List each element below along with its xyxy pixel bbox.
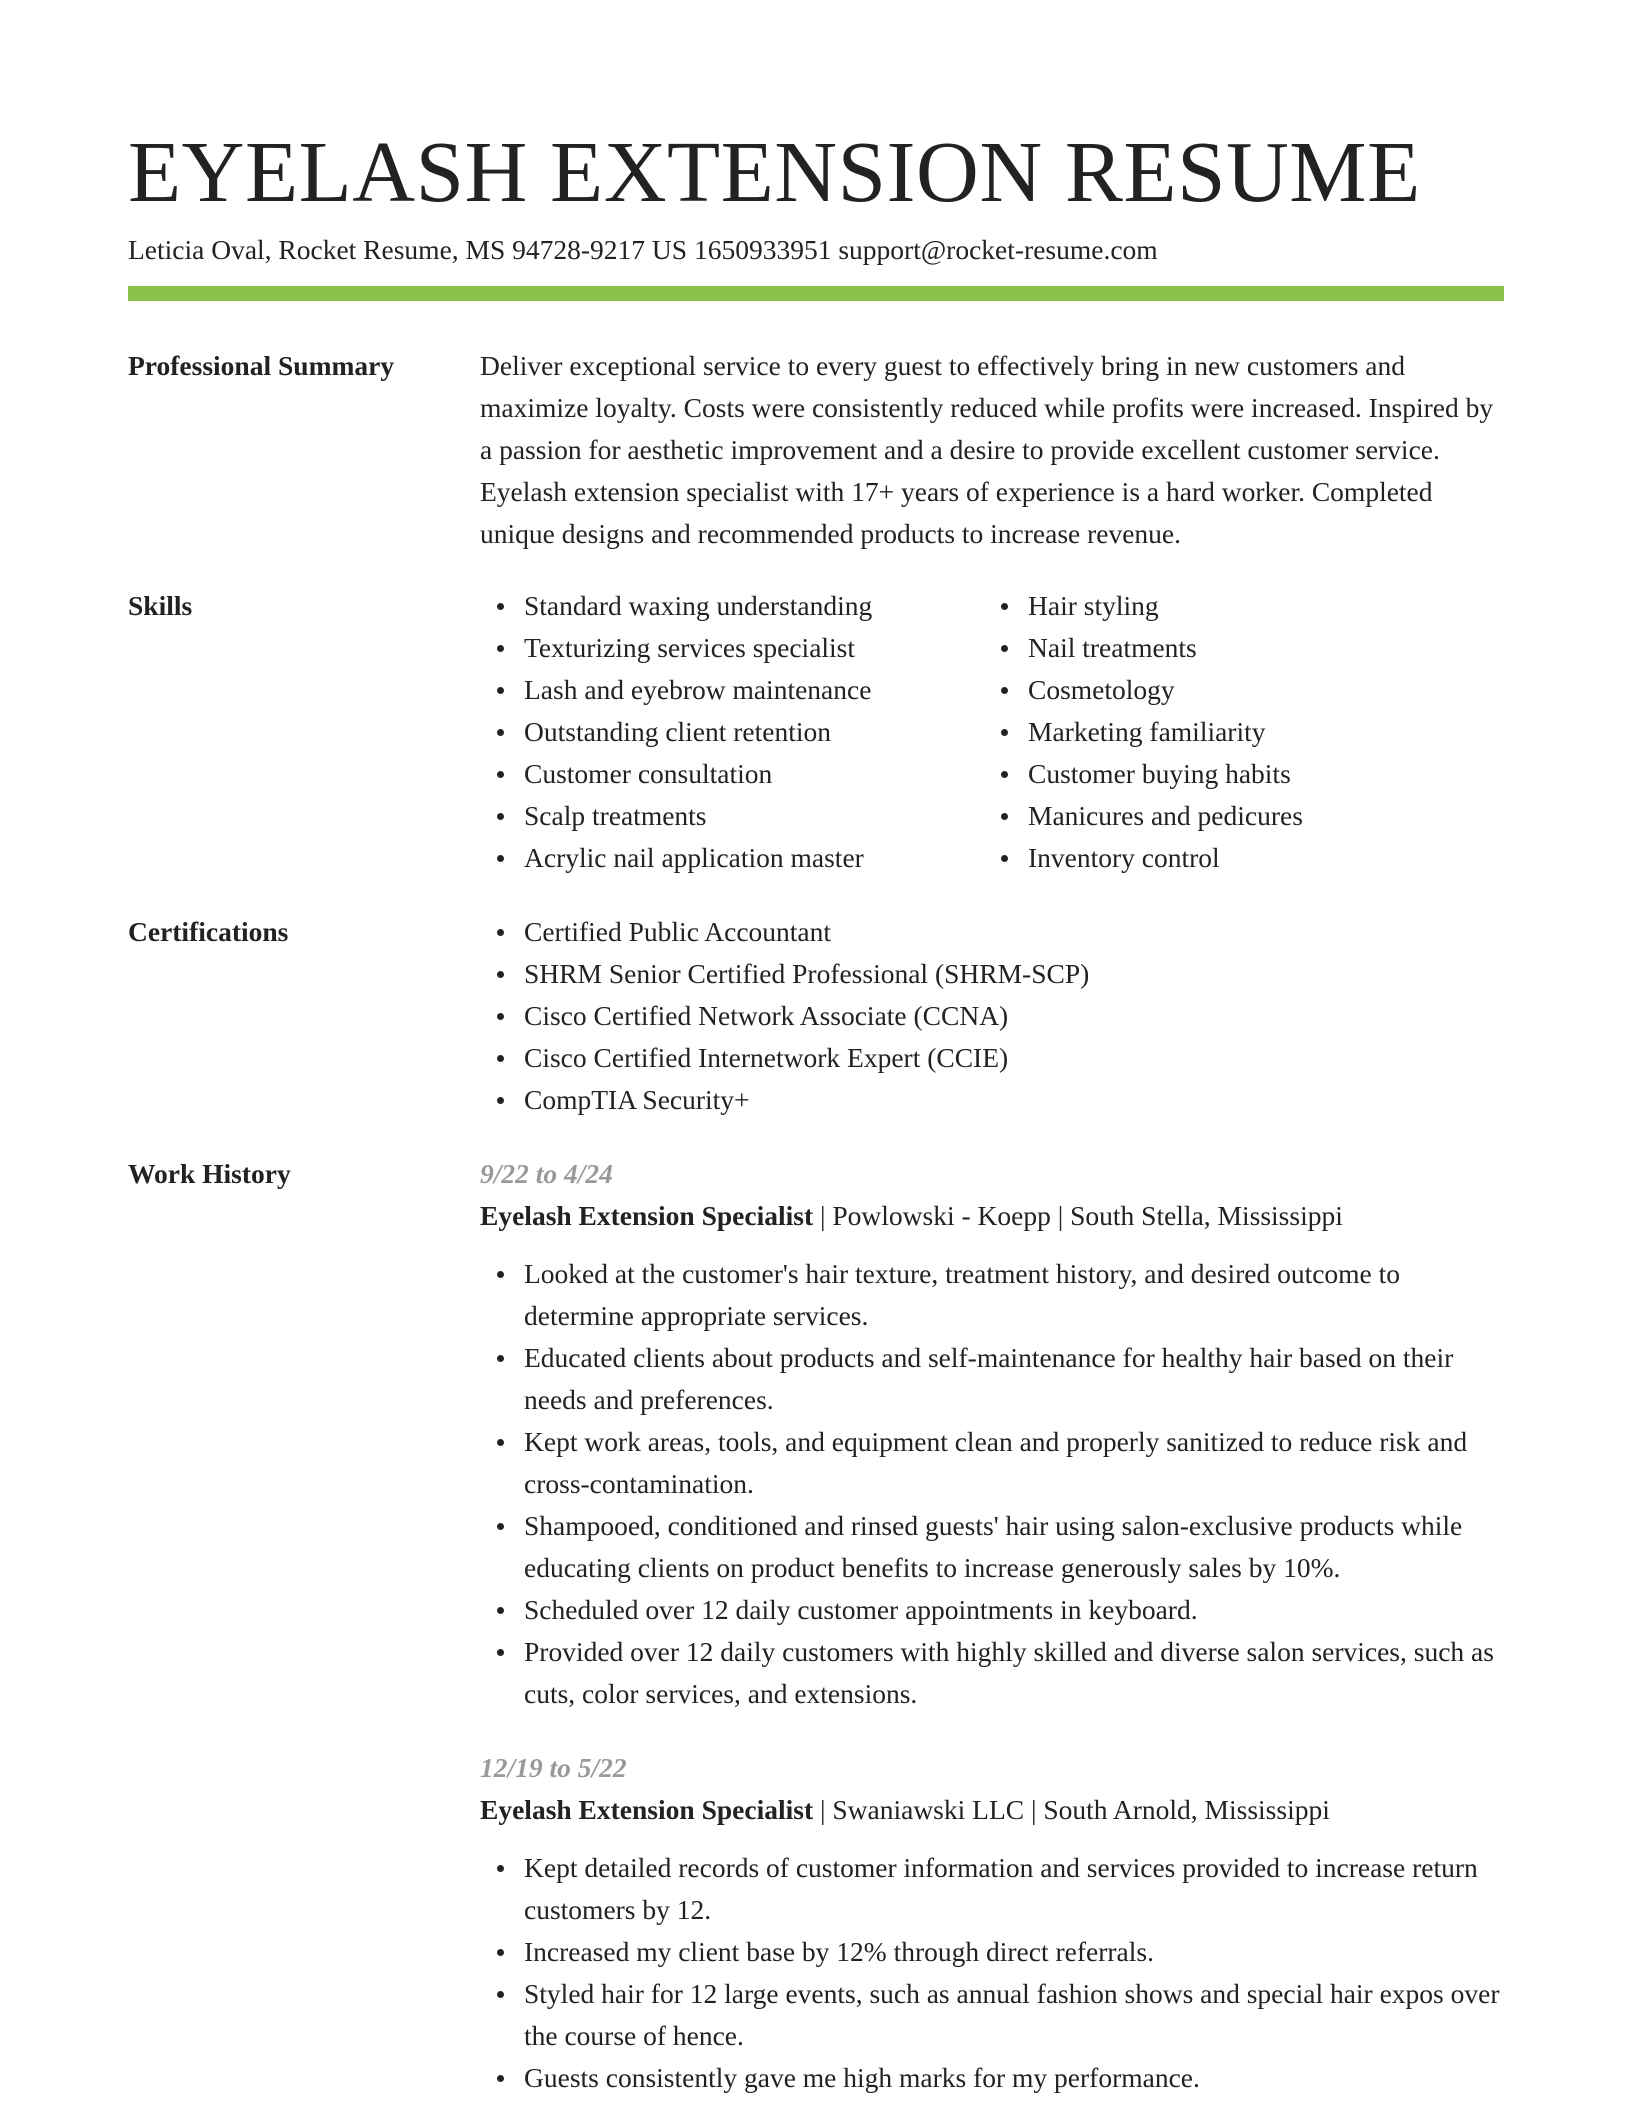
skill-item: Cosmetology <box>984 669 1303 711</box>
contact-line: Leticia Oval, Rocket Resume, MS 94728-9217 US 1650933951 support@rocket-resume.com <box>128 234 1158 265</box>
job-employer-location: | Powlowski - Koepp | South Stella, Mississippi <box>813 1200 1343 1231</box>
job-bullet: Kept work areas, tools, and equipment clean and properly sanitized to reduce risk and cross-contamination. <box>480 1421 1504 1505</box>
skill-item: Scalp treatments <box>480 795 872 837</box>
job-entry <box>480 1153 1504 1715</box>
certification-item: Cisco Certified Network Associate (CCNA) <box>480 995 1504 1037</box>
summary-text: Deliver exceptional service to every guest to effectively bring in new customers and maximize loyalty. Costs were consistently reduced while profits were increased. Inspired by a passion for aesthetic improvement and a desire to provide excellent customer service. Eyelash extension specialist with 17+ years of experience is a hard worker. Completed unique designs and recommended products to increase revenue. <box>480 350 1494 549</box>
skill-item: Standard waxing understanding <box>480 585 872 627</box>
certification-item: CompTIA Security+ <box>480 1079 1504 1121</box>
job-bullet: Kept detailed records of customer information and services provided to increase return customers by 12. <box>480 1847 1504 1931</box>
job-bullet: Styled hair for 12 large events, such as annual fashion shows and special hair expos over the course of hence. <box>480 1973 1504 2057</box>
skill-item: Acrylic nail application master <box>480 837 872 879</box>
skills-column-1 <box>480 585 872 879</box>
certification-item: SHRM Senior Certified Professional (SHRM-SCP) <box>480 953 1504 995</box>
certifications-body <box>480 911 1504 1121</box>
skill-item: Manicures and pedicures <box>984 795 1303 837</box>
skill-item: Lash and eyebrow maintenance <box>480 669 872 711</box>
job-bullet: Guests consistently gave me high marks for my performance. <box>480 2057 1504 2099</box>
accent-divider <box>128 286 1504 301</box>
job-heading <box>480 1195 1504 1237</box>
job-bullet: Increased my client base by 12% through direct referrals. <box>480 1931 1504 1973</box>
skill-item: Marketing familiarity <box>984 711 1303 753</box>
job-bullet: Scheduled over 12 daily customer appointments in keyboard. <box>480 1589 1504 1631</box>
skill-item: Outstanding client retention <box>480 711 872 753</box>
skill-item: Customer consultation <box>480 753 872 795</box>
certification-item: Certified Public Accountant <box>480 911 1504 953</box>
skill-item: Hair styling <box>984 585 1303 627</box>
summary-label: Professional Summary <box>128 350 395 381</box>
job-title: Eyelash Extension Specialist <box>480 1794 814 1825</box>
work-history-label: Work History <box>128 1158 291 1189</box>
certifications-label: Certifications <box>128 916 289 947</box>
job-bullet: Provided over 12 daily customers with highly skilled and diverse salon services, such as cuts, color services, and extensions. <box>480 1631 1504 1715</box>
job-heading <box>480 1789 1504 1831</box>
job-bullet: Shampooed, conditioned and rinsed guests' hair using salon-exclusive products while educating clients on product benefits to increase generously sales by 10%. <box>480 1505 1504 1589</box>
skill-item: Inventory control <box>984 837 1303 879</box>
job-bullet: Educated clients about products and self-maintenance for healthy hair based on their needs and preferences. <box>480 1337 1504 1421</box>
job-bullets <box>480 1847 1504 2099</box>
job-dates: 12/19 to 5/22 <box>480 1752 627 1783</box>
certification-item: Cisco Certified Internetwork Expert (CCIE) <box>480 1037 1504 1079</box>
certifications-list <box>480 911 1504 1121</box>
job-employer-location: | Swaniawski LLC | South Arnold, Mississippi <box>813 1794 1330 1825</box>
skills-column-2 <box>984 585 1303 879</box>
job-bullets <box>480 1253 1504 1715</box>
skill-item: Customer buying habits <box>984 753 1303 795</box>
work-history-body <box>480 1153 1504 2099</box>
resume-title: EYELASH EXTENSION RESUME <box>128 123 1421 220</box>
skills-label: Skills <box>128 590 193 621</box>
job-title: Eyelash Extension Specialist <box>480 1200 814 1231</box>
skills-body <box>480 585 1504 885</box>
job-entry <box>480 1747 1504 2099</box>
job-bullet: Looked at the customer's hair texture, treatment history, and desired outcome to determine appropriate services. <box>480 1253 1504 1337</box>
job-dates: 9/22 to 4/24 <box>480 1158 613 1189</box>
skill-item: Nail treatments <box>984 627 1303 669</box>
summary-body <box>480 345 1504 555</box>
skill-item: Texturizing services specialist <box>480 627 872 669</box>
